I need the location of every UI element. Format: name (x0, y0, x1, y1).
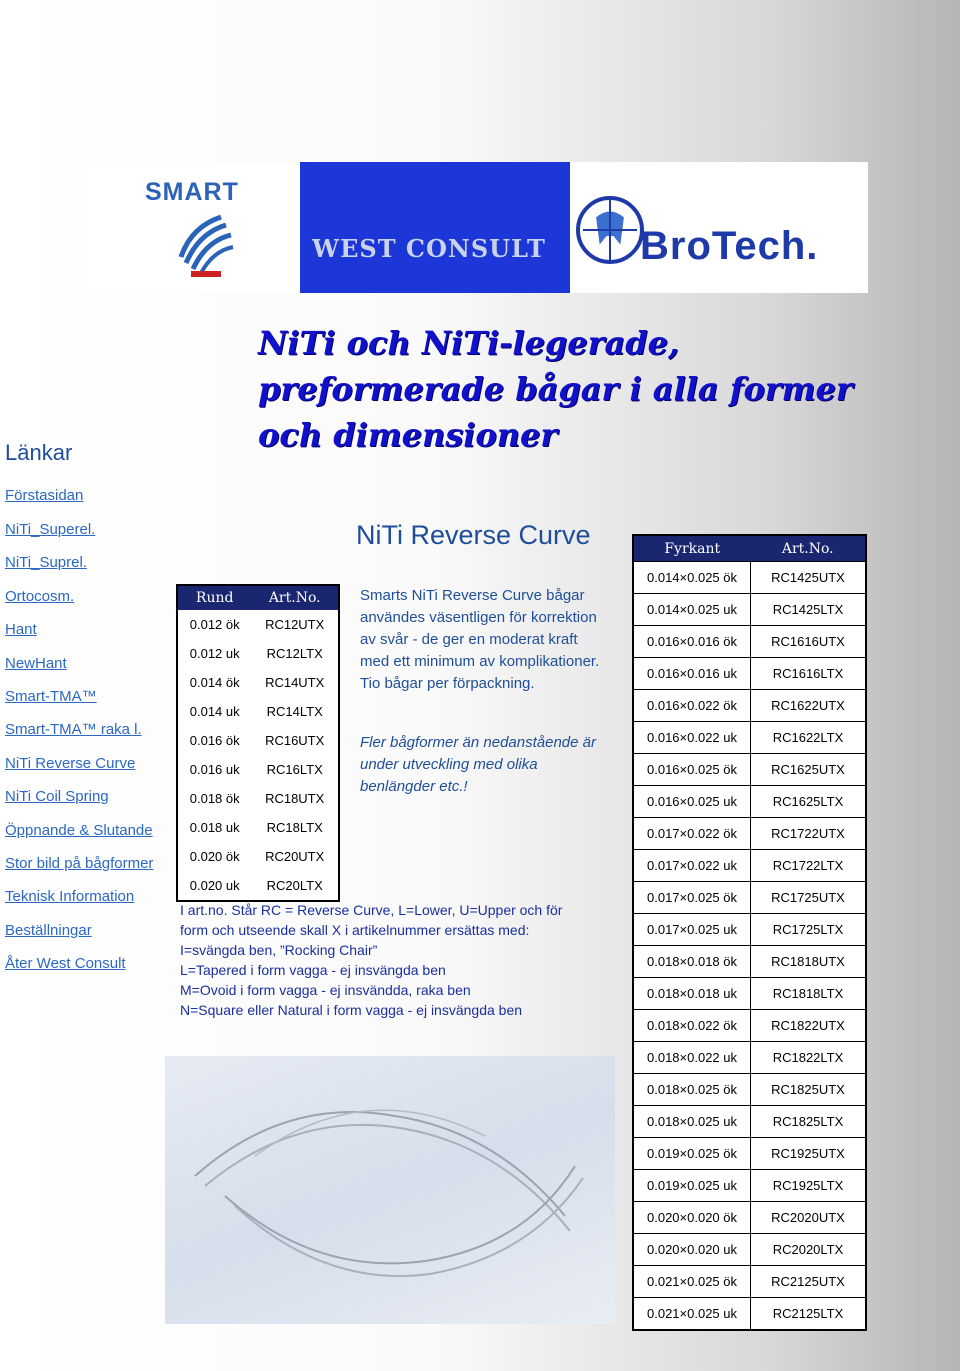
tooth-globe-icon (575, 192, 645, 267)
note-line: form och utseende skall X i artikelnummer ersättas med: (180, 922, 530, 938)
table-cell: 0.020×0.020 uk (633, 1234, 751, 1266)
table-header: Art.No. (751, 535, 867, 562)
table-cell: RC1818UTX (751, 946, 867, 978)
table-cell: 0.014×0.025 uk (633, 594, 751, 626)
table-cell: 0.018 uk (189, 820, 240, 835)
table-row (633, 882, 866, 914)
table-row (633, 1106, 866, 1138)
table-cell: RC20LTX (266, 878, 323, 893)
arch-wire-photo (165, 1056, 615, 1324)
arch-wire-image (165, 1056, 615, 1324)
table-row (177, 871, 339, 901)
table-cell: 0.016×0.022 uk (633, 722, 751, 754)
table-row (177, 842, 339, 871)
table-cell: 0.016 ök (189, 733, 240, 748)
table-row (177, 755, 339, 784)
table-cell: 0.014 uk (189, 704, 240, 719)
table-row (633, 1298, 866, 1331)
table-cell: RC1725LTX (751, 914, 867, 946)
table-cell: 0.018×0.025 uk (633, 1106, 751, 1138)
table-cell: 0.012 ök (189, 617, 240, 632)
table-cell: 0.020 ök (189, 849, 240, 864)
table-cell: 0.016 uk (189, 762, 240, 777)
table-header: Fyrkant (633, 535, 751, 562)
table-cell: 0.018×0.025 ök (633, 1074, 751, 1106)
smart-logo-text: SMART (145, 178, 239, 206)
table-cell: 0.012 uk (189, 646, 240, 661)
table-cell: RC1725UTX (751, 882, 867, 914)
table-cell: 0.018×0.022 ök (633, 1010, 751, 1042)
table-cell: 0.016×0.025 uk (633, 786, 751, 818)
table-row (177, 668, 339, 697)
table-row (633, 850, 866, 882)
table-cell: 0.016×0.022 ök (633, 690, 751, 722)
note-line: M=Ovoid i form vagga - ej insvändda, raka ben (180, 982, 471, 998)
nav-link-stor-bild[interactable]: Stor bild på bågformer (5, 855, 154, 872)
table-cell: RC1425UTX (751, 562, 867, 594)
smart-logo (83, 162, 300, 293)
nav-link-smart-tma[interactable]: Smart-TMA™ (5, 688, 97, 705)
table-row (633, 594, 866, 626)
table-row (633, 1138, 866, 1170)
table-cell: RC14LTX (266, 704, 323, 719)
table-row (177, 726, 339, 755)
header-banner (83, 162, 868, 293)
nav-link-niti-suprel[interactable]: NiTi_Suprel. (5, 554, 87, 571)
nav-link-forstasidan[interactable]: Förstasidan (5, 487, 84, 504)
nav-link-smart-tma-raka[interactable]: Smart-TMA™ raka l. (5, 721, 142, 738)
table-cell: 0.018 ök (189, 791, 240, 806)
table-cell: 0.021×0.025 uk (633, 1298, 751, 1331)
table-cell: RC12LTX (266, 646, 323, 661)
table-cell: RC1722UTX (751, 818, 867, 850)
table-cell: RC1625UTX (751, 754, 867, 786)
table-cell: 0.016×0.016 uk (633, 658, 751, 690)
nav-link-oppnande-slutande[interactable]: Öppnande & Slutande (5, 822, 153, 839)
table-cell: RC1622UTX (751, 690, 867, 722)
table-cell: RC1825LTX (751, 1106, 867, 1138)
table-cell: 0.017×0.022 uk (633, 850, 751, 882)
table-row (633, 562, 866, 594)
table-row (633, 1074, 866, 1106)
table-cell: RC1625LTX (751, 786, 867, 818)
smart-swirl-icon (171, 207, 241, 282)
table-cell: RC1822UTX (751, 1010, 867, 1042)
table-cell: 0.020 uk (189, 878, 240, 893)
table-cell: RC18LTX (266, 820, 323, 835)
nav-link-niti-reverse-curve[interactable]: NiTi Reverse Curve (5, 755, 136, 772)
note-line: N=Square eller Natural i form vagga - ej insvängda ben (180, 1002, 523, 1018)
table-row (633, 1010, 866, 1042)
table-cell: 0.019×0.025 ök (633, 1138, 751, 1170)
table-row (633, 818, 866, 850)
table-cell: 0.021×0.025 ök (633, 1266, 751, 1298)
table-cell: RC1825UTX (751, 1074, 867, 1106)
table-cell: RC1616UTX (751, 626, 867, 658)
table-cell: 0.017×0.025 ök (633, 882, 751, 914)
note-line: I art.no. Står RC = Reverse Curve, L=Lower, U=Upper och för (180, 902, 563, 918)
table-cell: 0.020×0.020 ök (633, 1202, 751, 1234)
nav-link-ortocosm[interactable]: Ortocosm. (5, 588, 75, 605)
table-header-row (633, 535, 866, 562)
nav-link-niti-coil-spring[interactable]: NiTi Coil Spring (5, 788, 109, 805)
west-consult-logo (300, 162, 570, 293)
nav-title: Länkar (5, 440, 73, 465)
table-cell: 0.019×0.025 uk (633, 1170, 751, 1202)
table-cell: RC1425LTX (751, 594, 867, 626)
table-cell: RC1622LTX (751, 722, 867, 754)
table-row (633, 658, 866, 690)
brotech-logo (570, 162, 868, 293)
table-row (633, 690, 866, 722)
table-cell: RC12UTX (265, 617, 325, 632)
table-row (633, 914, 866, 946)
intro-text: Smarts NiTi Reverse Curve bågar användes väsentligen för korrektion av svår - de ger en moderat kraft med ett minimum av komplikationer. Tio bågar per förpackning. (360, 587, 600, 692)
table-cell: 0.018×0.018 uk (633, 978, 751, 1010)
section-title: NiTi Reverse Curve (356, 520, 591, 550)
table-cell: RC16UTX (265, 733, 325, 748)
table-cell: 0.017×0.022 ök (633, 818, 751, 850)
table-cell: RC1822LTX (751, 1042, 867, 1074)
table-row (177, 813, 339, 842)
west-consult-text: WEST CONSULT (312, 234, 546, 263)
nav-link-teknisk-information[interactable]: Teknisk Information (5, 888, 135, 905)
table-cell: RC2020UTX (751, 1202, 867, 1234)
table-row (177, 639, 339, 668)
nav-link-niti-superel[interactable]: NiTi_Superel. (5, 521, 96, 538)
table-cell: 0.014 ök (189, 675, 240, 690)
table-cell: RC2020LTX (751, 1234, 867, 1266)
table-cell: RC16LTX (266, 762, 323, 777)
table-row (633, 722, 866, 754)
nav-link-ater-west-consult[interactable]: Åter West Consult (5, 955, 126, 972)
table-cell: 0.016×0.025 ök (633, 754, 751, 786)
table-row (633, 978, 866, 1010)
table-row (633, 786, 866, 818)
brotech-text: BroTech. (640, 224, 819, 268)
table-cell: RC1722LTX (751, 850, 867, 882)
table-row (177, 610, 339, 639)
table-cell: RC1925LTX (751, 1170, 867, 1202)
future-note: Fler bågformer än nedanstående är under utveckling med olika benlängder etc.! (360, 734, 596, 795)
table-header: Art.No. (251, 585, 339, 610)
table-cell: 0.018×0.018 ök (633, 946, 751, 978)
table-row (633, 754, 866, 786)
table-row (633, 1170, 866, 1202)
table-row (633, 1042, 866, 1074)
table-cell: RC2125UTX (751, 1266, 867, 1298)
table-cell: RC14UTX (265, 675, 325, 690)
table-cell: 0.017×0.025 uk (633, 914, 751, 946)
table-cell: RC18UTX (265, 791, 325, 806)
table-row (633, 626, 866, 658)
round-wire-table (176, 584, 340, 902)
nav-link-newhant[interactable]: NewHant (5, 655, 67, 672)
table-cell: 0.016×0.016 ök (633, 626, 751, 658)
table-row (177, 784, 339, 813)
table-cell: 0.018×0.022 uk (633, 1042, 751, 1074)
table-cell: RC20UTX (265, 849, 325, 864)
table-cell: 0.014×0.025 ök (633, 562, 751, 594)
table-cell: RC1925UTX (751, 1138, 867, 1170)
table-header-row (177, 585, 339, 610)
note-line: L=Tapered i form vagga - ej insvängda ben (180, 962, 446, 978)
article-number-notes (180, 900, 620, 1020)
table-row (633, 1234, 866, 1266)
table-cell: RC2125LTX (751, 1298, 867, 1331)
table-cell: RC1818LTX (751, 978, 867, 1010)
table-row (633, 1266, 866, 1298)
page-headline: NiTi och NiTi-legerade, preformerade bågar i alla former och dimensioner (258, 324, 853, 454)
nav-link-bestallningar[interactable]: Beställningar (5, 922, 92, 939)
table-row (177, 697, 339, 726)
note-line: I=svängda ben, ”Rocking Chair” (180, 942, 378, 958)
table-row (633, 1202, 866, 1234)
table-row (633, 946, 866, 978)
rectangular-wire-table (632, 534, 867, 1331)
table-header: Rund (177, 585, 251, 610)
table-cell: RC1616LTX (751, 658, 867, 690)
nav-link-hant[interactable]: Hant (5, 621, 37, 638)
